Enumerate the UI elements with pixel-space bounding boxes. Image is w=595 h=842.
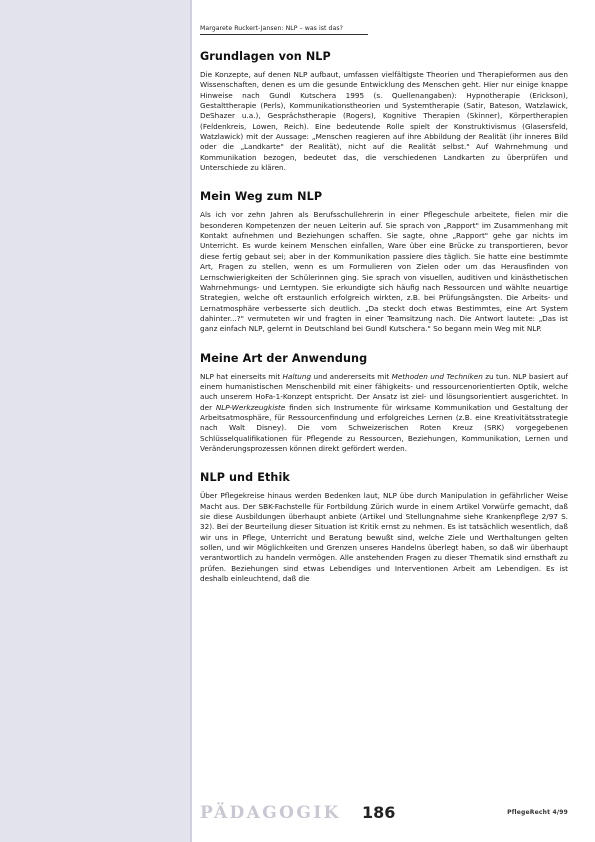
section-ethik: [200, 471, 568, 584]
page-footer: [200, 803, 568, 825]
page-number: 186: [362, 803, 396, 822]
section-heading: NLP und Ethik: [200, 471, 290, 485]
section-mein-weg: [200, 190, 568, 334]
section-paragraph: Die Konzepte, auf denen NLP aufbaut, umfassen vielfältigste Theorien und Therapieformen aus den Wissenschaften, denen es um die gesunde Entwicklung des Menschen geht. Hier nur einige knappe Hinweise nach Gundl Kutschera 1995 (s. Quellenangaben): Hypnotherapie (Erickson), Gestalttherapie (Perls), Kommunikationstheorien und Systemtherapie (Satir, Bateson, Watzlawick, DeShazer u.a.), Gesprächstherapie (Rogers), Kognitive Therapien (Skinner), Körpertherapien (Feldenkreis, Lowen, Reich). Eine bedeutende Rolle spielt der Konstruktivismus (Glasersfeld, Watzlawick) mit der Aussage: „Menschen reagieren auf ihre Abbildung der Realität (ihr inneres Bild oder die „Landkarte" der Realität), nicht auf die Realität selbst." Auf Wahrnehmung und Kommunikation bezogen, bedeutet das, die verschiedenen Landkarten zu überprüfen und Unterschiede zu klären.: [200, 70, 568, 173]
left-margin-band: [0, 0, 192, 842]
section-paragraph: Über Pflegekreise hinaus werden Bedenken laut, NLP übe durch Manipulation in gefährlicher Weise Macht aus. Der SBK-Fachstelle für Fortbildung Zürich wurde in einem Artikel Vorwürfe gemacht, daß sie diese Ausbildungen überhaupt anbiete (Artikel und Stellungnahme siehe Krankenpflege 2/97 S. 32). Bei der Beurteilung dieser Situation ist Kritik ernst zu nehmen. Es ist tatsächlich wesentlich, daß wir uns in Pflege, Unterricht und Beratung bewußt sind, welche Ziele und Werthaltungen gelten sollen, und wir Möglichkeiten und Grenzen unseres Handelns überlegt haben, so daß wir überhaupt verantwortlich zu handeln vermögen. Alle anstehenden Fragen zu dieser Thematik sind ernsthaft zu prüfen. Beziehungen sind etwas Lebendiges und Interventionen Arbeit am Lebendigen. Es ist deshalb einleuchtend, daß die: [200, 491, 568, 584]
section-heading: Meine Art der Anwendung: [200, 351, 368, 365]
emphasis-term: Methoden und Techniken: [391, 371, 483, 381]
section-paragraph: NLP hat einerseits mit Haltung und andererseits mit Methoden und Techniken zu tun. NLP basiert auf einem humanistischen Menschenbild mit einer fähigkeits- und ressourcenorientierten Optik, welche auch unserem HoFa-1-Konzept entspricht. Der Ansatz ist ziel- und lösungsorientiert ausgerichtet. In der NLP-Werkzeugkiste finden sich Instrumente für wirksame Kommunikation und Gestaltung der Arbeitsatmosphäre, für Ressourcenfindung und erfolgreiches Lernen (z.B. eine Kreativitätsstrategie nach Walt Disney). Die vom Schweizerischen Roten Kreuz (SRK) vorgegebenen Schlüsselqualifikationen für Pflegende zu Ressourcen, Beziehungen, Kommunikation, Lernen und Veränderungsprozessen können direkt gefördert werden.: [200, 371, 568, 453]
running-head-text: Margarete Ruckert-Jansen: NLP – was ist das?: [200, 25, 343, 32]
section-anwendung: [200, 352, 568, 455]
section-grundlagen: [200, 50, 568, 173]
section-heading: Mein Weg zum NLP: [200, 190, 323, 204]
margin-band-edge: [190, 0, 192, 842]
emphasis-term: Haltung: [282, 371, 312, 381]
section-heading: Grundlagen von NLP: [200, 50, 331, 63]
running-head-rule: [200, 34, 368, 35]
footer-section-label: PÄDAGOGIK: [200, 803, 341, 823]
emphasis-term: NLP-Werkzeugkiste: [215, 402, 286, 412]
article-body: [200, 50, 568, 584]
running-head: [200, 25, 560, 35]
footer-issue: PflegeRecht 4/99: [507, 809, 568, 816]
section-paragraph: Als ich vor zehn Jahren als Berufsschullehrerin in einer Pflegeschule arbeitete, fielen mir die besonderen Kompetenzen der neuen Leiterin auf. Sie sprach von „Rapport" im Zusammenhang mit Kontakt aufnehmen und Beziehungen schaffen. Sie sagte, ohne „Rapport" gehe gar nichts im Unterricht. Es wurde keinem Menschen einfallen, Ware über eine Brücke zu transportieren, bevor diese fertig gebaut sei; aber in der Kommunikation passiere dies täglich. Sie hatte eine bestimmte Art, Fragen zu stellen, wenn es um Formulieren von Zielen oder um das Herausfinden von Lernschwierigkeiten der Schülerinnen ging. Sie sprach von visuellen, auditiven und kinästhetischen Wahrnehmungs- und Lerntypen. Sie erkundigte sich häufig nach Ressourcen und wählte neuartige Strategien, welche oft erstaunlich erfolgreich wirkten, z.B. bei Prüfungsängsten. Die Arbeits- und Lernatmosphäre verbesserte sich deutlich. „Da steckt doch etwas Bestimmtes, eine Art System dahinter...?" vermuteten wir und fragten in einer Teamsitzung nach. Die Antwort lautete: „Das ist ganz einfach NLP, gelernt in Deutschland bei Gundl Kutschera." So begann mein Weg mit NLP.: [200, 210, 568, 334]
